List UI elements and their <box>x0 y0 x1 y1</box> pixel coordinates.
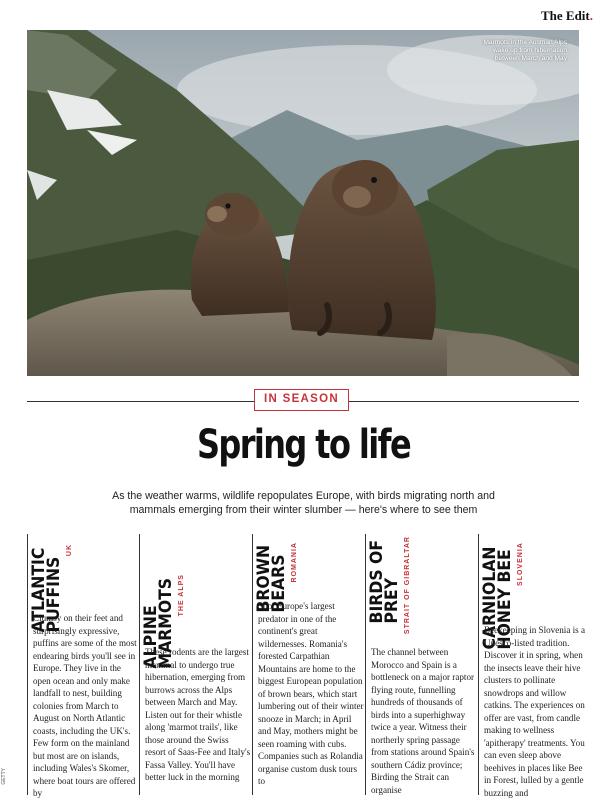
column-title: ATLANTIC PUFFINS <box>29 547 64 633</box>
column-body: These rodents are the largest mammal to undergo true hibernation, emerging from burrows across the Alps between March and May. Listen out for their whistle along 'marmot trails', like those around the Swiss resort of Saas-Fee and Italy's Fassa Valley. You'll have better luck in the morning <box>145 647 251 782</box>
column-location: UK <box>66 544 73 557</box>
column-location: STRAIT OF GIBRALTAR <box>404 536 411 635</box>
column-body: Clumsy on their feet and surprisingly expressive, puffins are some of the most endearing birds you'll see in Europe. They live in the open ocean and only make landfall to nest, building colonies from March to August on North Atlantic coasts, including the UK's. Few form on the mainland but most are on islands, including Wales's Skomer, where boat tours are offered by <box>33 613 137 798</box>
column-body: Spot Europe's largest predator in one of the continent's great wildernesses. Romania's forested Carpathian Mountains are home to the biggest European population of brown bears, which start lumbering out of their winter snooze in March; in April and May, mothers might be seen roaming with cubs. Companies such as Rolandia organise custom dusk tours to <box>258 601 364 786</box>
column-title: BIRDS OF PREY <box>367 539 402 624</box>
column-title: BROWN BEARS <box>254 544 289 613</box>
column-title: CARNIOLAN HONEY BEE <box>480 546 515 650</box>
section-badge: IN SEASON <box>254 389 349 411</box>
column-marmots <box>139 534 253 795</box>
standfirst: As the weather warms, wildlife repopulates Europe, with birds migrating north and mammals emerging from their winter slumber — here's where to see them <box>112 490 495 516</box>
column-puffins <box>27 534 141 798</box>
column-bears <box>252 534 366 795</box>
marmots-illustration <box>27 30 579 376</box>
column-location: SLOVENIA <box>517 542 524 586</box>
column-birds-of-prey <box>365 534 479 795</box>
page-title: Spring to life <box>196 422 411 468</box>
column-location: ROMANIA <box>291 542 298 583</box>
photo-caption: Marmots in the Austrian Alps wake up from hibernation between March and May <box>483 39 567 62</box>
column-title: ALPINE MARMOTS <box>141 577 176 669</box>
column-heading <box>367 536 411 635</box>
column-body: The channel between Morocco and Spain is a bottleneck on a major raptor flying route, funnelling hundreds of thousands of birds into a superhighway twice a year. Witness their northerly spring passage from stations around Spain's southern Cádiz province; Birding the Strait can organise <box>371 647 475 795</box>
column-body: Beekeeping in Slovenia is a Unesco-listed tradition. Discover it in spring, when the insects leave their hive clusters to pollinate snowdrops and willow catkins. The experiences on offer are vast, from candle making to wellness 'apitherapy' treatments. You can even sleep above beehives in places like Bee in Forest, lulled by a gentle buzzing and <box>484 625 586 798</box>
photo-credit: GETTY <box>1 768 7 785</box>
brand-logo <box>541 8 593 24</box>
column-honey-bee <box>478 534 592 798</box>
section-rule-right <box>349 401 579 402</box>
section-rule-left <box>27 401 254 402</box>
hero-photo <box>27 30 579 376</box>
brand-name: The Edit <box>540 8 590 23</box>
brand-dot: . <box>589 8 593 23</box>
column-location: THE ALPS <box>178 574 185 617</box>
